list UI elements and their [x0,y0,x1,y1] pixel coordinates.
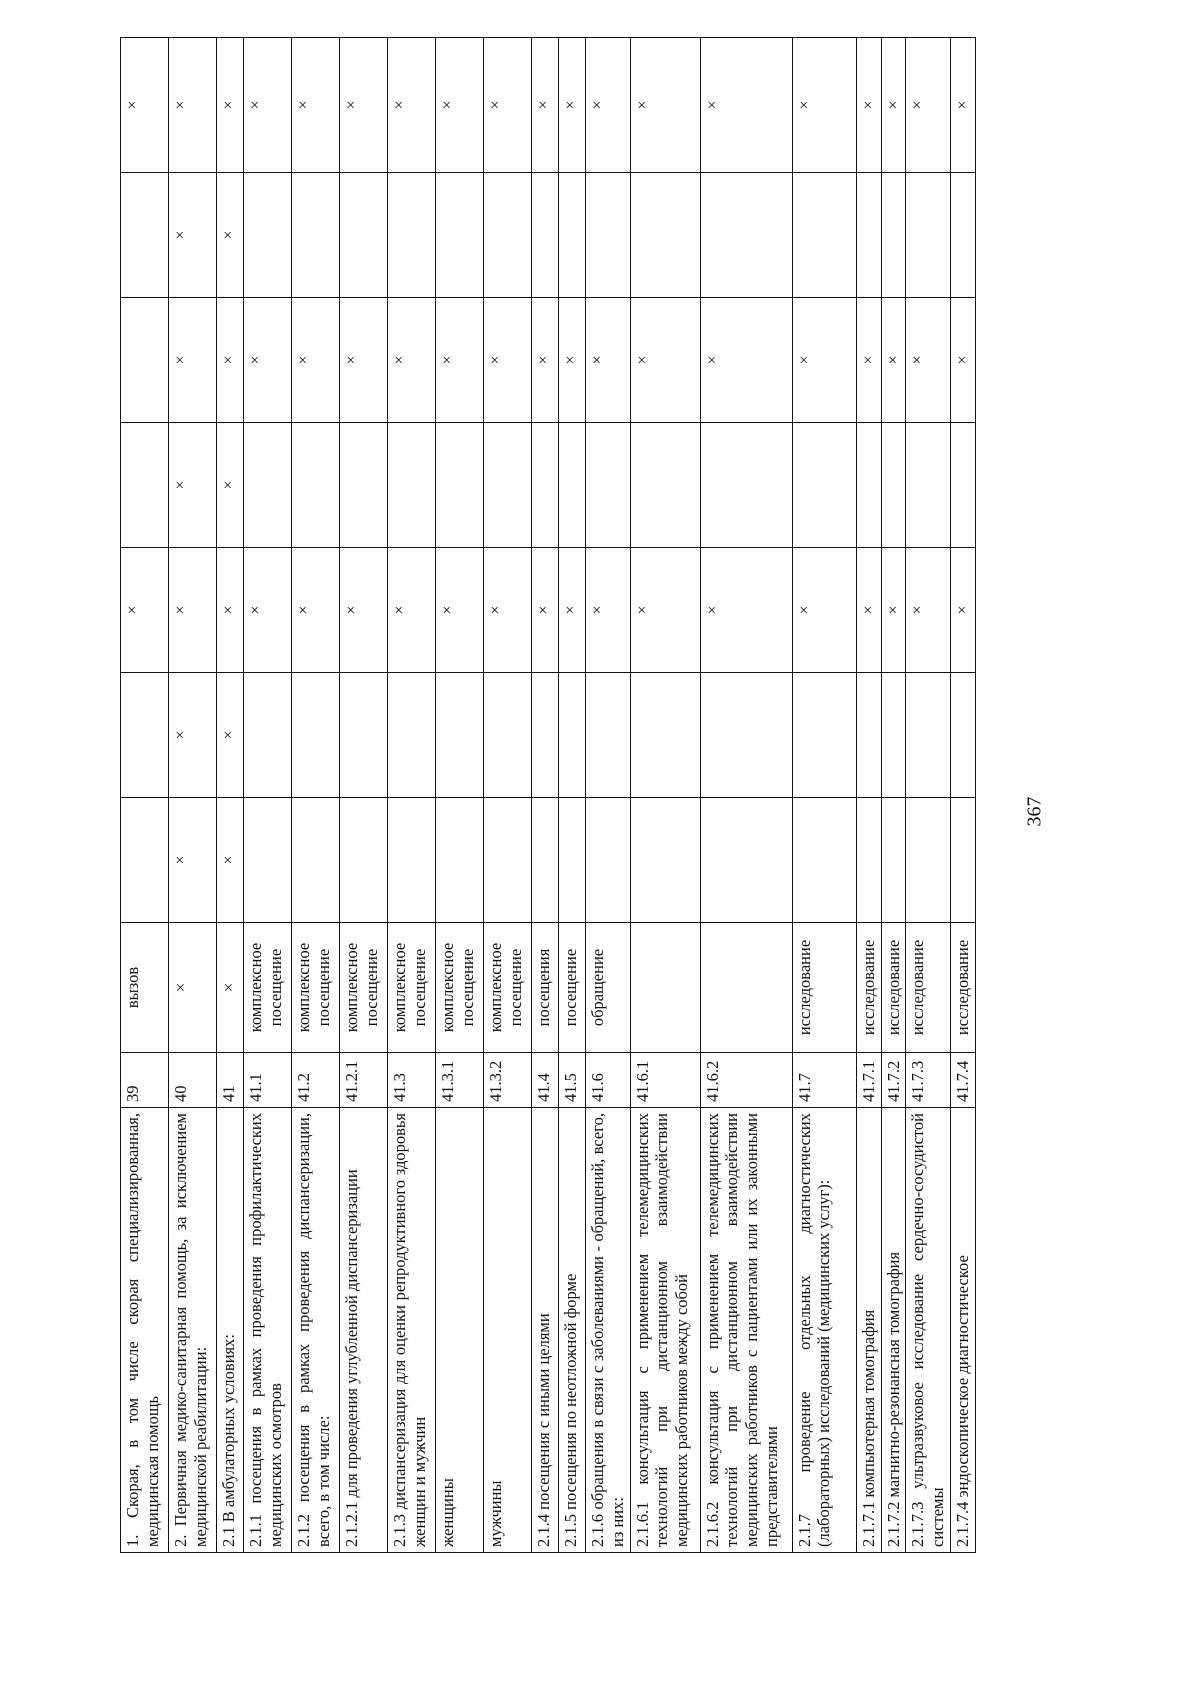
value-cell [292,673,340,798]
value-cell [856,673,881,798]
value-cell [906,798,951,923]
value-cell: × [881,38,906,173]
value-cell: × [436,298,484,423]
row-number-cell: 41.3.1 [436,1053,484,1108]
value-cell [121,423,169,548]
unit-cell [700,923,792,1053]
value-cell: × [881,298,906,423]
value-cell [436,673,484,798]
unit-cell: исследование [792,923,856,1053]
value-cell [484,423,532,548]
row-number-cell: 41.6.1 [630,1053,700,1108]
value-cell: × [950,298,975,423]
row-number-cell: 41.6 [586,1053,631,1108]
table-row [484,38,532,1553]
value-cell [950,423,975,548]
value-cell: × [169,298,217,423]
value-cell [950,173,975,298]
value-cell [244,423,292,548]
value-cell [700,423,792,548]
value-cell: × [217,38,244,173]
value-cell: × [700,38,792,173]
value-cell [436,423,484,548]
unit-cell [630,923,700,1053]
table-row [292,38,340,1553]
unit-cell: комплексное посещение [436,923,484,1053]
value-cell [244,798,292,923]
value-cell: × [586,548,631,673]
table-row [169,38,217,1553]
value-cell [906,423,951,548]
value-cell: × [856,298,881,423]
row-name-cell: 2.1.7.3 ультразвуковое исследование сердечно-сосудистой системы [906,1108,951,1553]
value-cell [484,798,532,923]
value-cell [559,673,586,798]
value-cell: × [630,38,700,173]
value-cell [532,423,559,548]
value-cell: × [792,298,856,423]
unit-cell: × [169,923,217,1053]
value-cell [292,423,340,548]
value-cell: × [121,548,169,673]
value-cell: × [484,38,532,173]
value-cell [292,798,340,923]
value-cell [436,798,484,923]
value-cell [881,423,906,548]
row-number-cell: 41.6.2 [700,1053,792,1108]
value-cell: × [244,298,292,423]
value-cell [630,673,700,798]
table-row [388,38,436,1553]
value-cell [586,798,631,923]
value-cell [950,673,975,798]
value-cell: × [906,38,951,173]
value-cell: × [559,298,586,423]
value-cell [559,423,586,548]
value-cell: × [217,673,244,798]
unit-cell: комплексное посещение [292,923,340,1053]
value-cell: × [630,548,700,673]
value-cell [532,798,559,923]
value-cell [559,173,586,298]
value-cell [484,173,532,298]
value-cell: × [217,173,244,298]
value-cell [559,798,586,923]
value-cell: × [436,548,484,673]
value-cell: × [484,298,532,423]
row-name-cell: 2.1.7.2 магнитно-резонансная томография [881,1108,906,1553]
value-cell [630,423,700,548]
value-cell [532,173,559,298]
value-cell [586,173,631,298]
table-row [700,38,792,1553]
medical-volume-table [120,37,976,1553]
row-name-cell: 2. Первичная медико-санитарная помощь, за исключением медицинской реабилитации: [169,1108,217,1553]
row-number-cell: 41 [217,1053,244,1108]
table-row [217,38,244,1553]
value-cell: × [292,38,340,173]
value-cell: × [559,38,586,173]
value-cell [388,798,436,923]
table-row [532,38,559,1553]
row-name-cell: 2.1.7.1 компьютерная томография [856,1108,881,1553]
row-number-cell: 41.3 [388,1053,436,1108]
value-cell: × [436,38,484,173]
value-cell: × [950,38,975,173]
table-row [630,38,700,1553]
unit-cell: комплексное посещение [484,923,532,1053]
value-cell [881,798,906,923]
value-cell [292,173,340,298]
row-number-cell: 41.5 [559,1053,586,1108]
unit-cell: комплексное посещение [388,923,436,1053]
value-cell [881,173,906,298]
value-cell: × [169,38,217,173]
value-cell: × [217,298,244,423]
value-cell: × [586,298,631,423]
value-cell: × [906,548,951,673]
unit-cell: исследование [881,923,906,1053]
value-cell [121,798,169,923]
row-number-cell: 41.7.2 [881,1053,906,1108]
table-row [586,38,631,1553]
row-number-cell: 41.7.4 [950,1053,975,1108]
value-cell [856,173,881,298]
row-name-cell: 2.1.1 посещения в рамках проведения профилактических медицинских осмотров [244,1108,292,1553]
value-cell: × [169,798,217,923]
value-cell [950,798,975,923]
table-row [244,38,292,1553]
value-cell: × [950,548,975,673]
value-cell: × [856,548,881,673]
value-cell [792,173,856,298]
row-number-cell: 41.7.3 [906,1053,951,1108]
value-cell: × [700,298,792,423]
value-cell: × [792,548,856,673]
table-row [856,38,881,1553]
value-cell: × [532,548,559,673]
page-number: 367 [1023,796,1046,827]
unit-cell: комплексное посещение [244,923,292,1053]
table-row [881,38,906,1553]
row-number-cell: 40 [169,1053,217,1108]
value-cell: × [388,38,436,173]
value-cell: × [856,38,881,173]
value-cell [121,173,169,298]
row-number-cell: 41.4 [532,1053,559,1108]
value-cell: × [559,548,586,673]
unit-cell: вызов [121,923,169,1053]
value-cell: × [484,548,532,673]
table-row [436,38,484,1553]
value-cell: × [630,298,700,423]
value-cell: × [586,38,631,173]
value-cell: × [700,548,792,673]
value-cell: × [244,38,292,173]
value-cell: × [292,548,340,673]
value-cell [700,673,792,798]
unit-cell: исследование [906,923,951,1053]
unit-cell: посещения [532,923,559,1053]
row-name-cell: 2.1.2 посещения в рамках проведения диспансеризации, всего, в том числе: [292,1108,340,1553]
value-cell [586,423,631,548]
row-number-cell: 41.7 [792,1053,856,1108]
value-cell [436,173,484,298]
row-name-cell: 2.1 В амбулаторных условиях: [217,1108,244,1553]
value-cell [388,673,436,798]
value-cell [856,798,881,923]
table-body [121,38,976,1553]
unit-cell: обращение [586,923,631,1053]
value-cell: × [340,298,388,423]
value-cell: × [244,548,292,673]
row-number-cell: 41.1 [244,1053,292,1108]
value-cell [388,423,436,548]
value-cell: × [169,548,217,673]
row-name-cell: 2.1.6 обращения в связи с заболеваниями - обращений, всего, из них: [586,1108,631,1553]
value-cell: × [906,298,951,423]
rotated-document-page [120,38,1120,1553]
row-name-cell: 2.1.3 диспансеризация для оценки репродуктивного здоровья женщин и мужчин [388,1108,436,1553]
unit-cell: посещение [559,923,586,1053]
row-number-cell: 41.3.2 [484,1053,532,1108]
value-cell: × [217,798,244,923]
value-cell [121,298,169,423]
row-number-cell: 41.2 [292,1053,340,1108]
value-cell: × [792,38,856,173]
value-cell: × [169,423,217,548]
value-cell: × [340,548,388,673]
value-cell [700,173,792,298]
value-cell [856,423,881,548]
value-cell: × [217,548,244,673]
value-cell: × [532,38,559,173]
table-row [950,38,975,1553]
value-cell [906,673,951,798]
value-cell [244,173,292,298]
row-name-cell: 2.1.6.1 консультация с применением телемедицинских технологий при дистанционном взаимодействии медицинских работников между собой [630,1108,700,1553]
value-cell: × [169,673,217,798]
unit-cell: исследование [950,923,975,1053]
row-name-cell: мужчины [484,1108,532,1553]
value-cell: × [388,298,436,423]
table-row [559,38,586,1553]
value-cell [630,173,700,298]
value-cell [881,673,906,798]
value-cell [700,798,792,923]
value-cell: × [292,298,340,423]
value-cell: × [881,548,906,673]
value-cell: × [217,423,244,548]
value-cell [630,798,700,923]
row-name-cell: 2.1.2.1 для проведения углубленной диспансеризации [340,1108,388,1553]
value-cell [906,173,951,298]
value-cell [340,673,388,798]
value-cell [340,798,388,923]
value-cell [792,673,856,798]
row-name-cell: женщины [436,1108,484,1553]
value-cell [340,173,388,298]
table-row [906,38,951,1553]
row-name-cell: 1. Скорая, в том числе скорая специализированная, медицинская помощь [121,1108,169,1553]
value-cell [244,673,292,798]
row-number-cell: 41.2.1 [340,1053,388,1108]
table-row [121,38,169,1553]
unit-cell: × [217,923,244,1053]
row-number-cell: 39 [121,1053,169,1108]
row-name-cell: 2.1.4 посещения с иными целями [532,1108,559,1553]
value-cell [792,423,856,548]
unit-cell: исследование [856,923,881,1053]
value-cell [792,798,856,923]
table-row [340,38,388,1553]
row-name-cell: 2.1.6.2 консультация с применением телемедицинских технологий при дистанционном взаимодействии медицинских работников с пациентами или их законными представителями [700,1108,792,1553]
value-cell [484,673,532,798]
value-cell: × [532,298,559,423]
unit-cell: комплексное посещение [340,923,388,1053]
value-cell [388,173,436,298]
row-name-cell: 2.1.5 посещения по неотложной форме [559,1108,586,1553]
table-row [792,38,856,1553]
value-cell [532,673,559,798]
row-name-cell: 2.1.7.4 эндоскопическое диагностическое [950,1108,975,1553]
value-cell [586,673,631,798]
value-cell: × [121,38,169,173]
value-cell [340,423,388,548]
value-cell: × [340,38,388,173]
row-name-cell: 2.1.7 проведение отдельных диагностических (лабораторных) исследований (медицинских услуг): [792,1108,856,1553]
row-number-cell: 41.7.1 [856,1053,881,1108]
value-cell [121,673,169,798]
value-cell: × [388,548,436,673]
value-cell: × [169,173,217,298]
